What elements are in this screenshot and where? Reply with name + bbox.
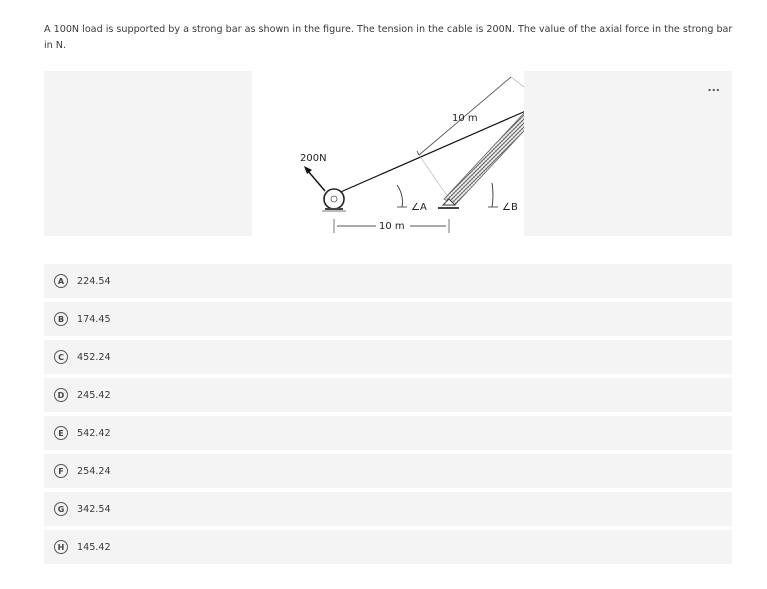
option-value-c: 452.24: [77, 351, 111, 363]
tension-label: 200N: [300, 153, 327, 164]
option-e[interactable]: [44, 416, 732, 450]
question-text: A 100N load is supported by a strong bar as shown in the figure. The tension in the cable is 200N. The value of the axial force in the strong bar in N.: [44, 24, 733, 51]
option-value-f: 254.24: [77, 465, 111, 477]
figure-diagram: [252, 71, 524, 236]
option-value-d: 245.42: [77, 389, 111, 401]
option-value-b: 174.45: [77, 313, 111, 325]
option-a[interactable]: [44, 264, 732, 298]
top-length-label: 10 m: [452, 113, 478, 124]
option-letter-g: G: [54, 502, 68, 516]
option-letter-c: C: [54, 350, 68, 364]
figure: [252, 71, 524, 236]
option-b[interactable]: [44, 302, 732, 336]
option-value-a: 224.54: [77, 275, 111, 287]
media-left-panel: [44, 71, 252, 236]
angle-a-label: ∠A: [411, 202, 427, 213]
question-media: [44, 71, 732, 236]
option-g[interactable]: [44, 492, 732, 526]
pulley: [324, 189, 344, 209]
media-right-panel: [524, 71, 732, 236]
option-c[interactable]: [44, 340, 732, 374]
option-letter-h: H: [54, 540, 68, 554]
more-options-icon[interactable]: ...: [707, 81, 720, 94]
option-h[interactable]: [44, 530, 732, 564]
option-letter-f: F: [54, 464, 68, 478]
cable: [336, 103, 544, 194]
option-f[interactable]: [44, 454, 732, 488]
option-letter-d: D: [54, 388, 68, 402]
answer-options: [44, 264, 732, 568]
tension-arrow: [308, 171, 325, 191]
angle-b-label: ∠B: [502, 202, 518, 213]
option-letter-b: B: [54, 312, 68, 326]
option-value-e: 542.42: [77, 427, 111, 439]
option-letter-a: A: [54, 274, 68, 288]
bottom-length-label: 10 m: [379, 221, 405, 232]
option-letter-e: E: [54, 426, 68, 440]
option-d[interactable]: [44, 378, 732, 412]
option-value-h: 145.42: [77, 541, 111, 553]
option-value-g: 342.54: [77, 503, 111, 515]
